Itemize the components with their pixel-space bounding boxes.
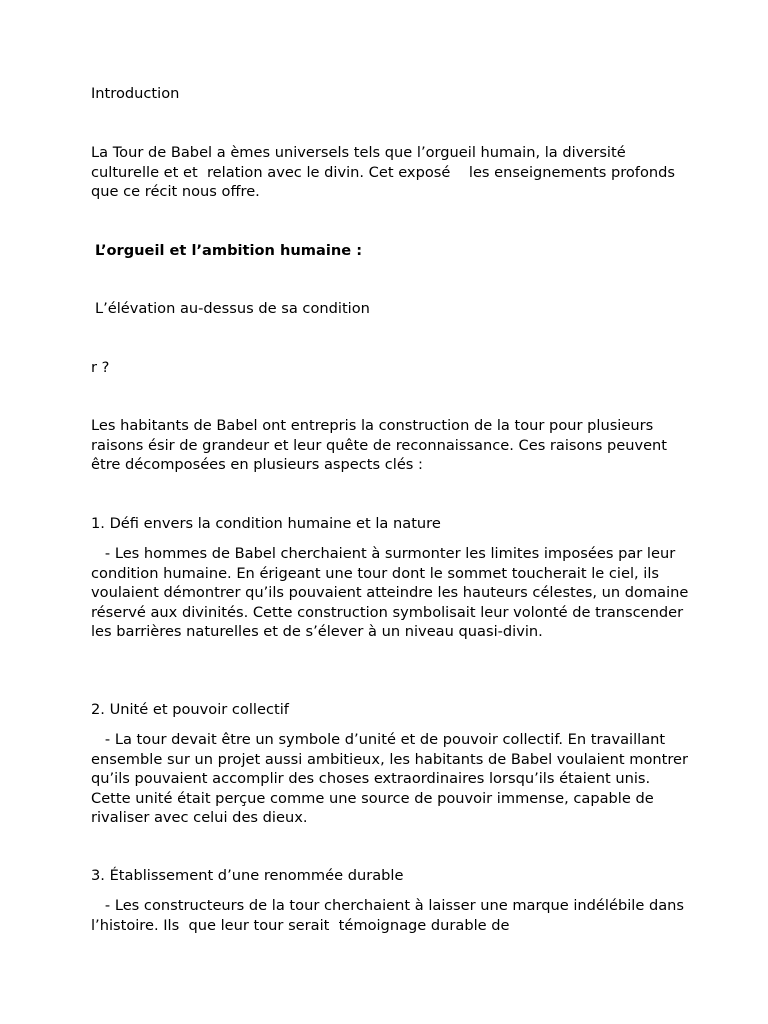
item-3-body: - Les constructeurs de la tour cherchaient à laisser une marque indélébile dans l’histoire. Ils que leur tour serait témoignage durable de — [91, 897, 689, 934]
intro-paragraph: La Tour de Babel a èmes universels tels que l’orgueil humain, la diversité culturelle et et relation avec le divin. Cet exposé les enseignements profonds que ce récit nous offre. — [91, 144, 680, 201]
subtitle: L’élévation au-dessus de sa condition — [95, 300, 370, 317]
fragment-line: r ? — [91, 359, 110, 376]
item-1-title: 1. Défi envers la condition humaine et la nature — [91, 515, 441, 532]
item-3-title: 3. Établissement d’une renommée durable — [91, 867, 404, 884]
item-2-body: - La tour devait être un symbole d’unité et de pouvoir collectif. En travaillant ensemble sur un projet aussi ambitieux, les habitants de Babel voulaient montrer qu’ils pouvaient accomplir des choses extraordinaires lorsqu’ils étaient unis. Cette unité était perçue comme une source de pouvoir immense, capable de rivaliser avec celui des dieux. — [91, 731, 693, 827]
reasons-intro-paragraph: Les habitants de Babel ont entrepris la construction de la tour pour plusieurs raisons ésir de grandeur et leur quête de reconnaissance. Ces raisons peuvent être décomposées en plusieurs aspects clés : — [91, 417, 672, 474]
section-title: L’orgueil et l’ambition humaine : — [95, 242, 363, 259]
item-2-title: 2. Unité et pouvoir collectif — [91, 701, 289, 718]
heading-introduction: Introduction — [91, 85, 180, 102]
item-1-body: - Les hommes de Babel cherchaient à surmonter les limites imposées par leur condition humaine. En érigeant une tour dont le sommet toucherait le ciel, ils voulaient démontrer qu’ils pouvaient atteindre les hauteurs célestes, un domaine réservé aux divinités. Cette construction symbolisait leur volonté de transcender les barrières naturelles et de s’élever à un niveau quasi-divin. — [91, 545, 694, 641]
